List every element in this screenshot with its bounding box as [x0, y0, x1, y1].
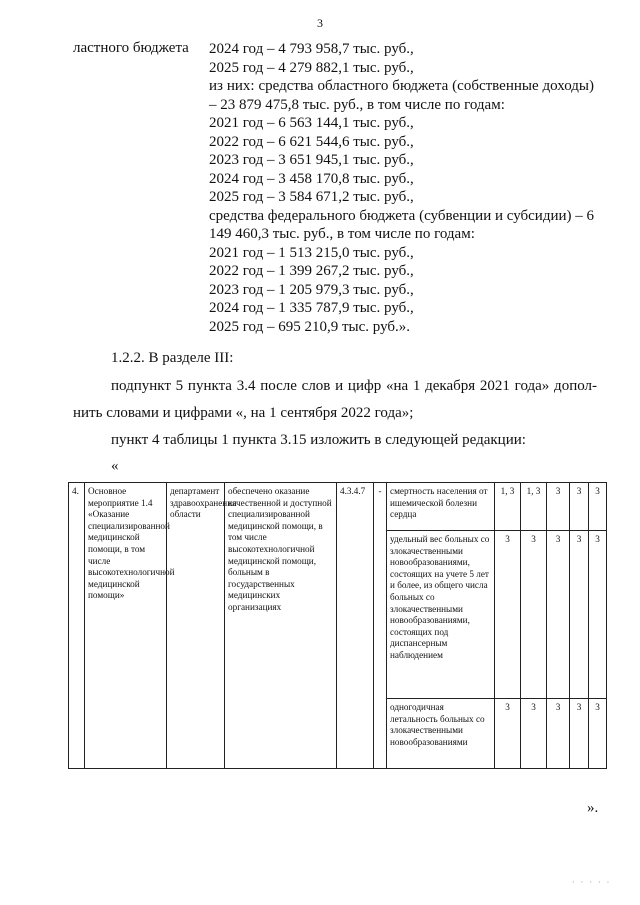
- indicator-value: 3: [547, 531, 570, 699]
- federal-year-line: 2023 год – 1 205 979,3 тыс. руб.,: [209, 281, 414, 298]
- scan-mark: · · · · ·: [572, 878, 612, 887]
- indicator-value: 3: [570, 483, 589, 531]
- indicator-value: 3: [589, 699, 607, 769]
- federal-year-line: 2024 год – 1 335 787,9 тыс. руб.,: [209, 300, 414, 316]
- indicator-value: 1, 3: [521, 483, 547, 531]
- indicator-value: 3: [521, 699, 547, 769]
- budget-label: ластного бюджета: [73, 40, 189, 56]
- regional-heading: из них: средства областного бюджета (собственные доходы) – 23 879 475,8 тыс. руб., в том числе по годам:: [209, 78, 594, 113]
- regional-year-line: 2021 год – 6 563 144,1 тыс. руб.,: [209, 115, 414, 131]
- indicator-value: 1, 3: [495, 483, 521, 531]
- measures-table: [68, 482, 607, 769]
- code-cell: 4.3.4.7: [337, 483, 374, 769]
- open-quote: «: [111, 458, 119, 474]
- budget-total-2024: 2024 год – 4 793 958,7 тыс. руб.,: [209, 41, 414, 57]
- budget-block: [209, 40, 594, 336]
- section-heading: 1.2.2. В разделе III:: [111, 350, 234, 366]
- regional-year-line: 2022 год – 6 621 544,6 тыс. руб.,: [209, 133, 414, 150]
- table-intro: пункт 4 таблицы 1 пункта 3.15 изложить в следующей редакции:: [111, 432, 526, 448]
- page-number: 3: [317, 16, 323, 30]
- amendment-line-1: подпункт 5 пункта 3.4 после слов и цифр «на 1 декабря 2021 года» допол-: [111, 378, 597, 394]
- amendment-line-2: нить словами и цифрами «, на 1 сентября 2022 года»;: [73, 405, 414, 421]
- regional-year-line: 2024 год – 3 458 170,8 тыс. руб.,: [209, 170, 414, 187]
- table-row: [69, 483, 607, 531]
- indicator-name: одногодичная летальность больных со злокачественными новообразованиями: [387, 699, 495, 769]
- federal-year-line: 2025 год – 695 210,9 тыс. руб.».: [209, 318, 411, 335]
- event-cell: Основное мероприятие 1.4 «Оказание специализированной медицинской помощи, в том числе высокотехнологичной медицинской помощи»: [85, 483, 167, 769]
- indicator-value: 3: [589, 483, 607, 531]
- executor-cell: департамент здравоохранения области: [167, 483, 225, 769]
- indicator-value: 3: [495, 531, 521, 699]
- row-number: 4.: [69, 483, 85, 769]
- regional-year-line: 2023 год – 3 651 945,1 тыс. руб.,: [209, 152, 414, 168]
- indicator-value: 3: [570, 531, 589, 699]
- federal-year-line: 2021 год – 1 513 215,0 тыс. руб.,: [209, 244, 414, 261]
- indicator-value: 3: [547, 483, 570, 531]
- regional-year-line: 2025 год – 3 584 671,2 тыс. руб.,: [209, 189, 414, 205]
- indicator-value: 3: [589, 531, 607, 699]
- indicator-name: удельный вес больных со злокачественными новообразованиями, состоящих на учете 5 лет и более, из общего числа больных со злокачественными новообразованиями, состоящих под диспансерным наблюдением: [387, 531, 495, 699]
- indicator-value: 3: [547, 699, 570, 769]
- indicator-value: 3: [570, 699, 589, 769]
- indicator-value: 3: [521, 531, 547, 699]
- dash-cell: -: [374, 483, 387, 769]
- budget-total-2025: 2025 год – 4 279 882,1 тыс. руб.,: [209, 59, 414, 76]
- indicator-value: 3: [495, 699, 521, 769]
- indicator-name: смертность населения от ишемической болезни сердца: [387, 483, 495, 531]
- close-quote: ».: [587, 800, 599, 816]
- federal-heading: средства федерального бюджета (субвенции и субсидии) – 6 149 460,3 тыс. руб., в том числе по годам:: [209, 207, 595, 242]
- federal-year-line: 2022 год – 1 399 267,2 тыс. руб.,: [209, 263, 414, 279]
- result-cell: обеспечено оказание качественной и доступной специализированной медицинской помощи, в том числе высокотехнологичной медицинской помощи, больным в государственных медицинских организациях: [225, 483, 337, 769]
